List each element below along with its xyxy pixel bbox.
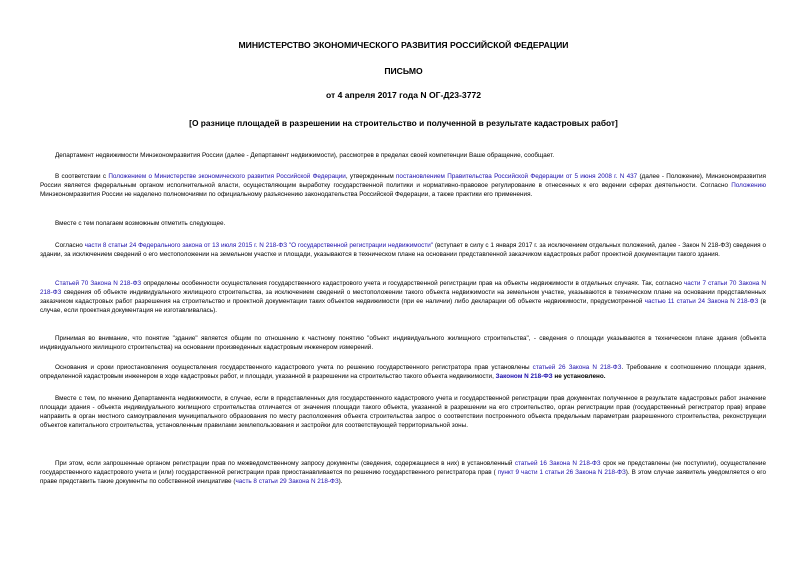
link-regulation[interactable]: Положением о Министерстве экономического развития Российской Федерации (108, 173, 346, 180)
document-type: ПИСЬМО (384, 66, 423, 76)
link-government-decree[interactable]: постановлением Правительства Российской Федерации от 5 июня 2008 г. N 437 (396, 173, 638, 180)
paragraph-text: (далее - Положение), Минэкономразвития России является федеральным органом исполнительной власти, осуществляющим выработку государственной политики и нормативно-правовое регулирование в отнесенных к его ведении сферах деятельности. Согласно (40, 173, 766, 189)
link-part-8-article-29[interactable]: часть 8 статьи 29 Закона N 218-ФЗ (235, 477, 339, 485)
paragraph-interagency-request (40, 460, 766, 487)
paragraph-text: , утвержденным (345, 173, 396, 180)
paragraph-competence (40, 173, 766, 200)
link-part-11-article-24[interactable]: частью 11 статьи 24 Закона N 218-ФЗ (644, 297, 759, 305)
paragraph-text: (в случае, если проектная документация не изготавливалась). (40, 297, 766, 314)
paragraph-text: Минэкономразвития России не наделено полномочиями по официальному разъяснению законодательства Российской Федерации, а также практики его применения. (40, 190, 533, 198)
paragraph-text: . Требование к соотношению площади здания, определенной кадастровым инженером в ходе кадастровых работ, и площади, указанной в разрешении на строительство такого объекта недвижимости, (40, 364, 766, 380)
paragraph-text: ). (338, 477, 343, 485)
paragraph-note: Вместе с тем полагаем возможным отметить следующее. (55, 220, 226, 227)
paragraph-text: сведения об объекте индивидуального жилищного строительства, за исключением сведений о местоположении такого объекта недвижимости на земельном участке, указываются в техническом плане на основании представленных заказчиком кадастровых работ разрешения на строительство и проектной документации таких объектов недвижимости (при ее наличии) либо декларации об объекте недвижимости, предусмотренной (40, 288, 766, 305)
paragraph-text: (вступает в силу с 1 января 2017 г. за исключением отдельных положений, далее - Закон N 218-ФЗ) сведения о здании, за исключением сведений о его местоположении на земельном участке и площади, указываются в техническом плане на основании представленной заказчиком кадастровых работ проектной документации такого здания. (40, 242, 766, 258)
link-article-70[interactable]: Статьей 70 Закона N 218-ФЗ (55, 280, 142, 287)
link-law-218[interactable]: Законом N 218-ФЗ (495, 372, 553, 380)
document-title: [О разнице площадей в разрешении на строительство и полученной в результате кадастровых работ] (189, 118, 618, 128)
document-date-number: от 4 апреля 2017 года N ОГ-Д23-3772 (325, 90, 482, 100)
link-regulation-short[interactable]: Положению (731, 181, 766, 189)
paragraph-text-bold: не установлено. (552, 372, 606, 380)
paragraph-intro: Департамент недвижимости Минэкономразвития России (далее - Департамент недвижимости), рассмотрев в пределах своей компетенции Ваше обращение, сообщает. (55, 152, 555, 159)
link-item-9-part-1-article-26[interactable]: пункт 9 части 1 статьи 26 Закона N 218-ФЗ (497, 468, 626, 476)
link-law-218-part-8-art-24[interactable]: части 8 статьи 24 Федерального закона от 13 июля 2015 г. N 218-ФЗ "О государственной регистрации недвижимости" (84, 242, 434, 249)
paragraph-text: При этом, если запрошенные органом регистрации прав по межведомственному запросу документы (сведения, содержащиеся в них) в установленный (55, 460, 515, 467)
paragraph-text: Основания и сроки приостановления осуществления государственного кадастрового учета по решению государственного регистратора прав установлены (55, 364, 533, 371)
paragraph-article-70 (40, 280, 766, 316)
paragraph-text: Согласно (55, 242, 85, 249)
link-article-16[interactable]: статьей 16 Закона N 218-ФЗ (514, 460, 601, 467)
paragraph-text: В соответствии с (55, 173, 109, 180)
paragraph-law-218 (40, 242, 766, 260)
paragraph-department-opinion: Вместе с тем, по мнению Департамента недвижимости, в случае, если в представленных для государственного кадастрового учета и государственной регистрации прав документах полученное в результате кадастровых работ значение площади здания - объекта индивидуального жилищного строительства отличается от значения площади такого объекта, указанной в разрешении на его строительство, орган регистрации прав (государственный регистратор прав) вправе направить в орган местного самоуправления муниципального образования по месту расположения объекта строительства запрос о соответствии построенного объекта предельным параметрам разрешенного строительства, реконструкции объектов капитального строительства, установленным правилами землепользования и застройки для соответствующей территориальной зоны. (40, 395, 766, 429)
paragraph-suspension-grounds (40, 364, 766, 382)
link-article-26[interactable]: статьей 26 Закона N 218-ФЗ (532, 364, 622, 371)
link-part-7-article-70[interactable]: части 7 статьи 70 Закона N 218-ФЗ (40, 280, 766, 296)
paragraph-text: срок не представлены (не поступили), осуществление государственного кадастрового учета и (или) государственной регистрации прав приостанавливается по решению государственного регистратора прав ( (40, 460, 766, 476)
paragraph-building-concept: Принимая во внимание, что понятие "здание" является общим по отношению к частному понятию "объект индивидуального жилищного строительства", - сведения о площади указываются в техническом плане здания (объекта индивидуального жилищного строительства) на основании произведенных кадастровым инженером измерений. (40, 335, 766, 351)
paragraph-text: определены особенности осуществления государственного кадастрового учета и государственной регистрации прав на объекты недвижимости в отдельных случаях. Так, согласно (141, 280, 684, 287)
ministry-heading: МИНИСТЕРСТВО ЭКОНОМИЧЕСКОГО РАЗВИТИЯ РОССИЙСКОЙ ФЕДЕРАЦИИ (238, 40, 569, 50)
paragraph-text: ). В этом случае заявитель уведомляется о его праве представить такие документы по собственной инициативе ( (40, 468, 766, 485)
